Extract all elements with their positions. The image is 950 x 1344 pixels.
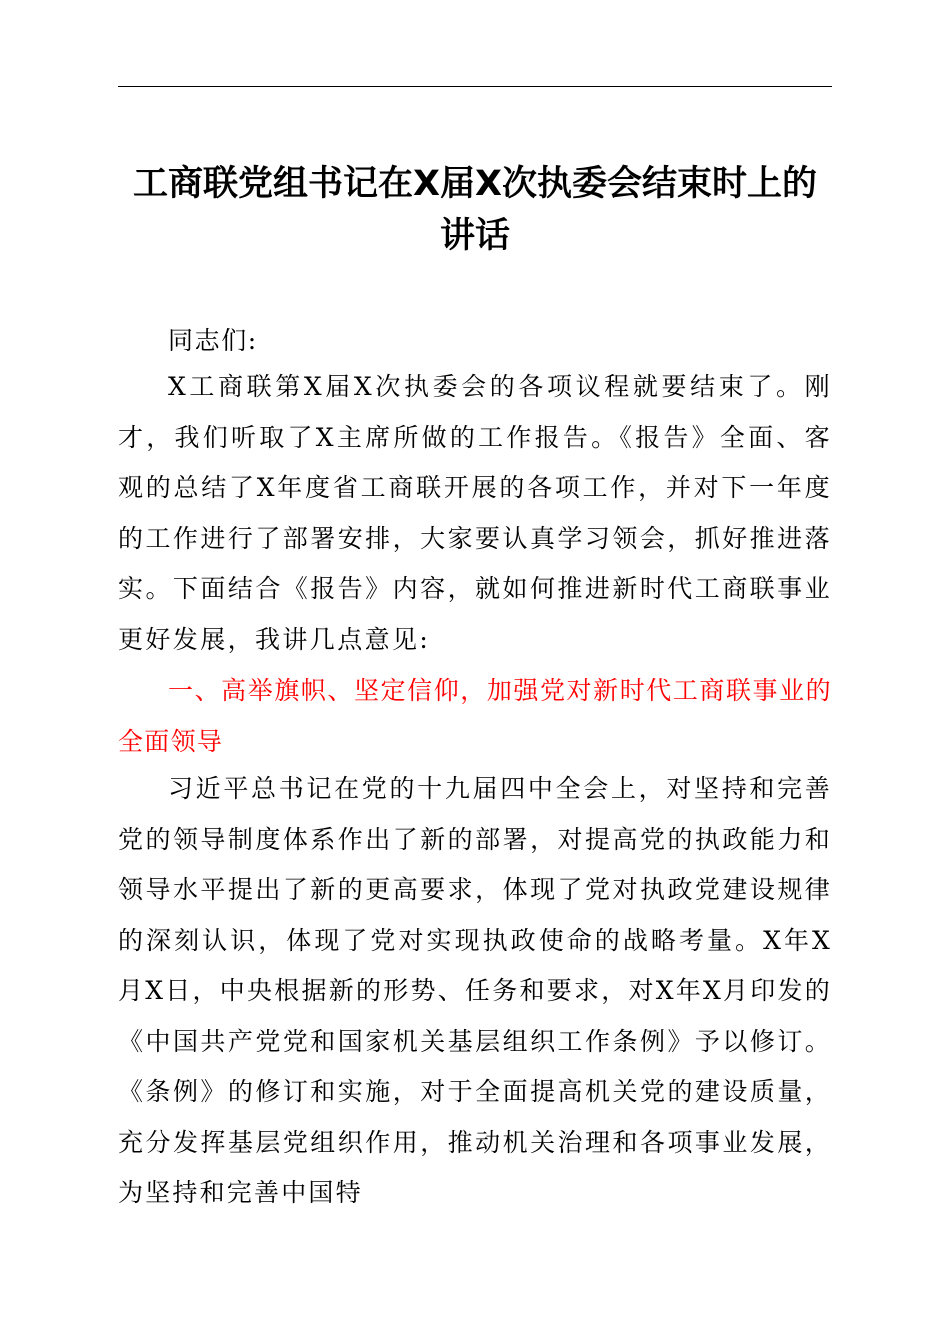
header-rule xyxy=(118,86,832,87)
document-title: 工商联党组书记在X届X次执委会结束时上的讲话 xyxy=(133,164,817,256)
section-heading-1: 一、高举旗帜、坚定信仰，加强党对新时代工商联事业的全面领导 xyxy=(118,676,832,756)
paragraph-section-1: 习近平总书记在党的十九届四中全会上，对坚持和完善党的领导制度体系作出了新的部署，对提高党的执政能力和领导水平提出了新的更高要求，体现了党对执政党建设规律的深刻认识，体现了党对实现执政使命的战略考量。X年X月X日，中央根据新的形势、任务和要求，对X年X月印发的《中国共产党党和国家机关基层组织工作条例》予以修订。《条例》的修订和实施，对于全面提高机关党的建设质量，充分发挥基层党组织作用，推动机关治理和各项事业发展，为坚持和完善中国特 xyxy=(118,774,832,1207)
salutation: 同志们: xyxy=(168,326,258,355)
paragraph-intro: X工商联第X届X次执委会的各项议程就要结束了。刚才，我们听取了X主席所做的工作报告。《报告》全面、客观的总结了X年度省工商联开展的各项工作，并对下一年度的工作进行了部署安排，大家要认真学习领会，抓好推进落实。下面结合《报告》内容，就如何推进新时代工商联事业更好发展，我讲几点意见: xyxy=(118,372,832,654)
